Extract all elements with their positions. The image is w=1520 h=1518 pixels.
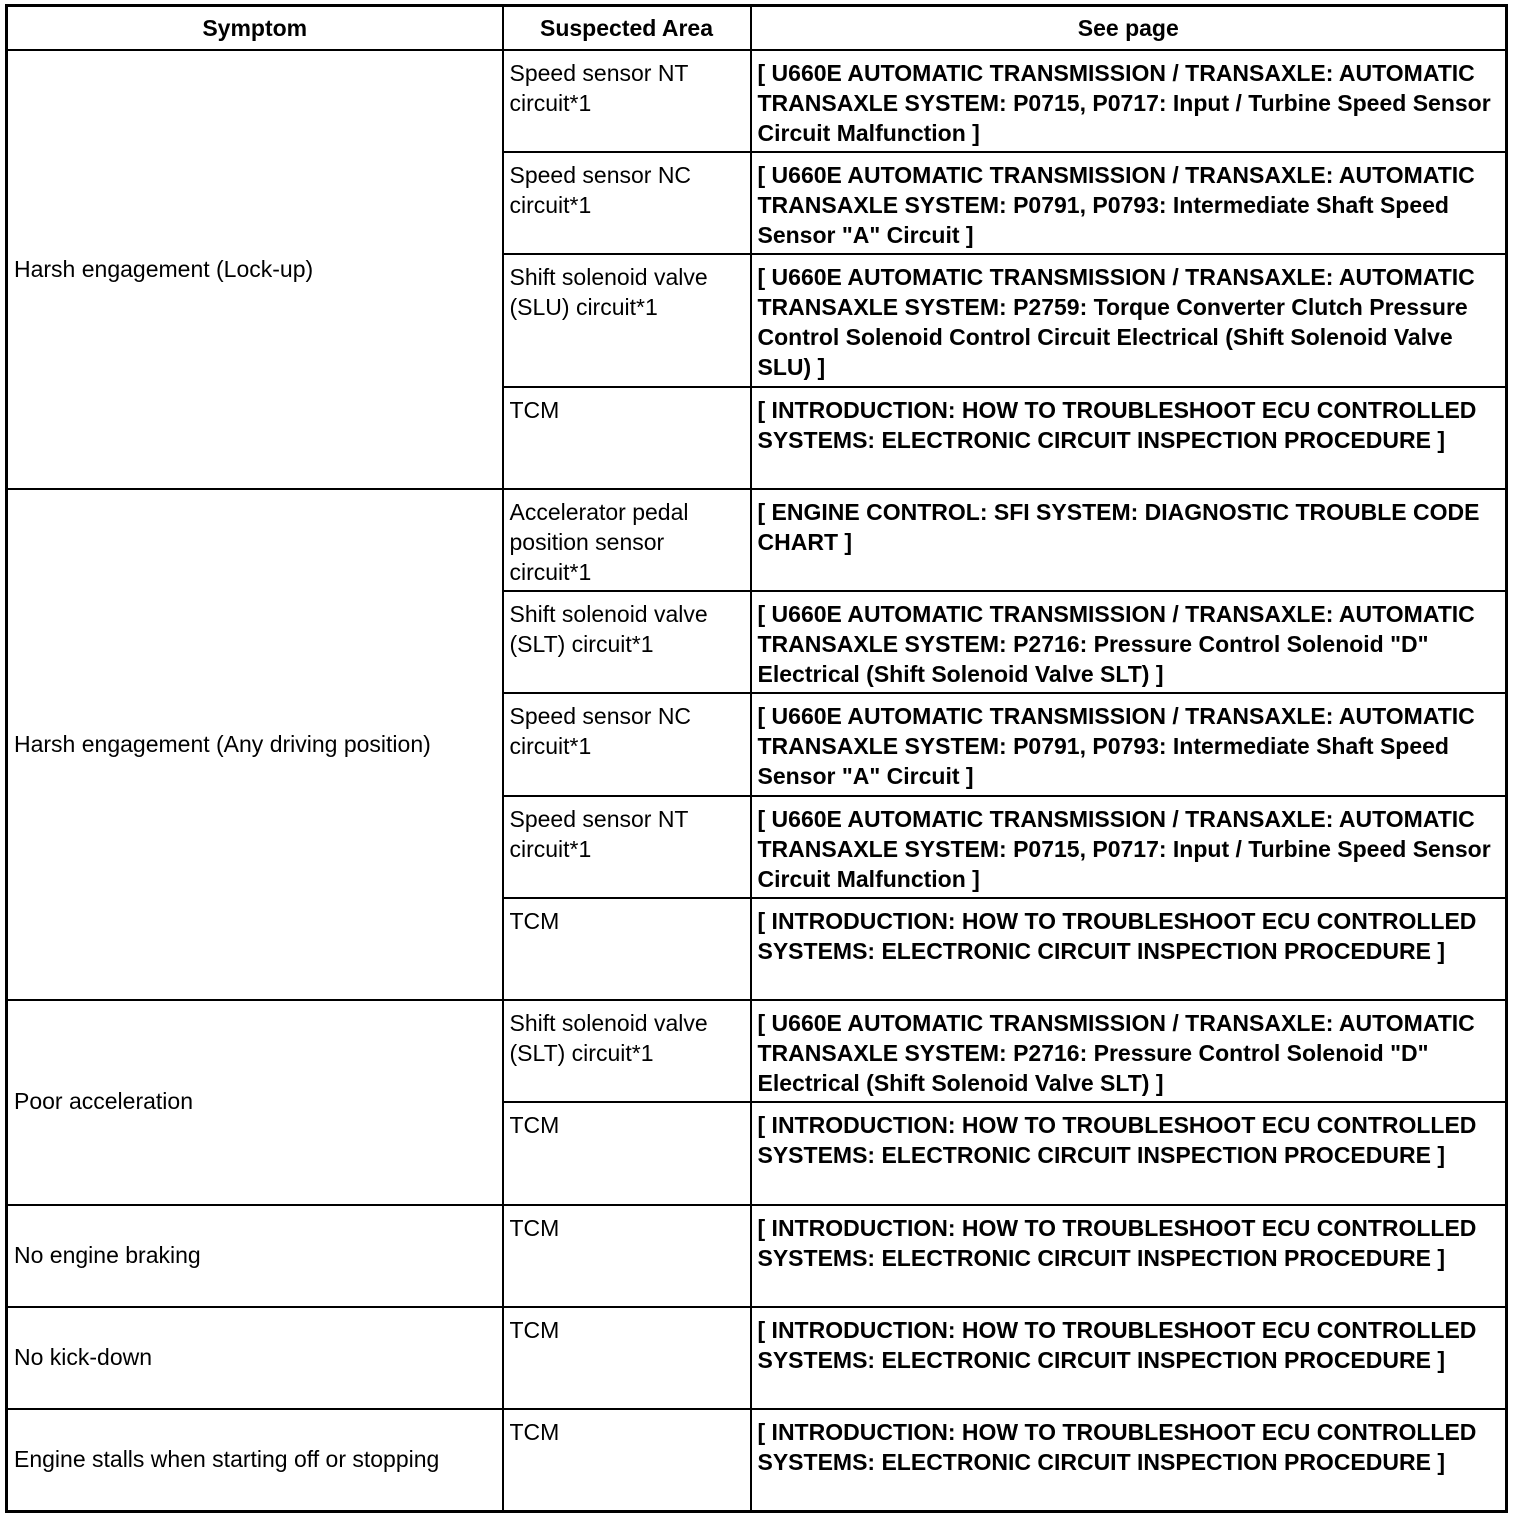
see-page-cell: [ INTRODUCTION: HOW TO TROUBLESHOOT ECU CONTROLLED SYSTEMS: ELECTRONIC CIRCUIT INSPECTION PROCEDURE ] — [751, 1205, 1507, 1307]
symptom-cell: Poor acceleration — [7, 1000, 503, 1204]
symptom-cell: No engine braking — [7, 1205, 503, 1307]
see-page-cell: [ INTRODUCTION: HOW TO TROUBLESHOOT ECU CONTROLLED SYSTEMS: ELECTRONIC CIRCUIT INSPECTION PROCEDURE ] — [751, 1409, 1507, 1511]
suspected-area-cell: Speed sensor NT circuit*1 — [503, 796, 751, 898]
see-page-cell: [ U660E AUTOMATIC TRANSMISSION / TRANSAXLE: AUTOMATIC TRANSAXLE SYSTEM: P0715, P0717: Input / Turbine Speed Sensor Circuit Malfunction ] — [751, 50, 1507, 152]
see-page-cell: [ U660E AUTOMATIC TRANSMISSION / TRANSAXLE: AUTOMATIC TRANSAXLE SYSTEM: P2716: Pressure Control Solenoid "D" Electrical (Shift Solenoid Valve SLT) ] — [751, 1000, 1507, 1102]
suspected-area-cell: Speed sensor NT circuit*1 — [503, 50, 751, 152]
header-symptom: Symptom — [7, 6, 503, 51]
table-row — [7, 1307, 1507, 1409]
suspected-area-cell: TCM — [503, 1102, 751, 1204]
symptom-cell: Harsh engagement (Any driving position) — [7, 489, 503, 1000]
header-see-page: See page — [751, 6, 1507, 51]
header-suspected-area: Suspected Area — [503, 6, 751, 51]
troubleshooting-table — [5, 4, 1508, 1513]
suspected-area-cell: TCM — [503, 898, 751, 1000]
table-row — [7, 1205, 1507, 1307]
see-page-cell: [ ENGINE CONTROL: SFI SYSTEM: DIAGNOSTIC TROUBLE CODE CHART ] — [751, 489, 1507, 591]
see-page-cell: [ INTRODUCTION: HOW TO TROUBLESHOOT ECU CONTROLLED SYSTEMS: ELECTRONIC CIRCUIT INSPECTION PROCEDURE ] — [751, 1307, 1507, 1409]
suspected-area-cell: Shift solenoid valve (SLT) circuit*1 — [503, 1000, 751, 1102]
suspected-area-cell: Accelerator pedal position sensor circuit*1 — [503, 489, 751, 591]
see-page-cell: [ INTRODUCTION: HOW TO TROUBLESHOOT ECU CONTROLLED SYSTEMS: ELECTRONIC CIRCUIT INSPECTION PROCEDURE ] — [751, 898, 1507, 1000]
header-row — [7, 6, 1507, 51]
table-row — [7, 1409, 1507, 1511]
see-page-cell: [ U660E AUTOMATIC TRANSMISSION / TRANSAXLE: AUTOMATIC TRANSAXLE SYSTEM: P0791, P0793: Intermediate Shaft Speed Sensor "A" Circuit ] — [751, 693, 1507, 795]
see-page-cell: [ INTRODUCTION: HOW TO TROUBLESHOOT ECU CONTROLLED SYSTEMS: ELECTRONIC CIRCUIT INSPECTION PROCEDURE ] — [751, 387, 1507, 489]
suspected-area-cell: TCM — [503, 1307, 751, 1409]
suspected-area-cell: TCM — [503, 1409, 751, 1511]
symptom-cell: No kick-down — [7, 1307, 503, 1409]
suspected-area-cell: Speed sensor NC circuit*1 — [503, 152, 751, 254]
symptom-cell: Engine stalls when starting off or stopping — [7, 1409, 503, 1511]
suspected-area-cell: Shift solenoid valve (SLU) circuit*1 — [503, 254, 751, 386]
see-page-cell: [ U660E AUTOMATIC TRANSMISSION / TRANSAXLE: AUTOMATIC TRANSAXLE SYSTEM: P0791, P0793: Intermediate Shaft Speed Sensor "A" Circuit ] — [751, 152, 1507, 254]
table-row — [7, 1000, 1507, 1102]
symptom-cell: Harsh engagement (Lock-up) — [7, 50, 503, 489]
table-row — [7, 50, 1507, 152]
suspected-area-cell: Speed sensor NC circuit*1 — [503, 693, 751, 795]
see-page-cell: [ U660E AUTOMATIC TRANSMISSION / TRANSAXLE: AUTOMATIC TRANSAXLE SYSTEM: P2759: Torque Converter Clutch Pressure Control Solenoid Control Circuit Electrical (Shift Solenoid Valve SLU) ] — [751, 254, 1507, 386]
suspected-area-cell: TCM — [503, 1205, 751, 1307]
see-page-cell: [ INTRODUCTION: HOW TO TROUBLESHOOT ECU CONTROLLED SYSTEMS: ELECTRONIC CIRCUIT INSPECTION PROCEDURE ] — [751, 1102, 1507, 1204]
suspected-area-cell: Shift solenoid valve (SLT) circuit*1 — [503, 591, 751, 693]
see-page-cell: [ U660E AUTOMATIC TRANSMISSION / TRANSAXLE: AUTOMATIC TRANSAXLE SYSTEM: P0715, P0717: Input / Turbine Speed Sensor Circuit Malfunction ] — [751, 796, 1507, 898]
suspected-area-cell: TCM — [503, 387, 751, 489]
see-page-cell: [ U660E AUTOMATIC TRANSMISSION / TRANSAXLE: AUTOMATIC TRANSAXLE SYSTEM: P2716: Pressure Control Solenoid "D" Electrical (Shift Solenoid Valve SLT) ] — [751, 591, 1507, 693]
table-row — [7, 489, 1507, 591]
